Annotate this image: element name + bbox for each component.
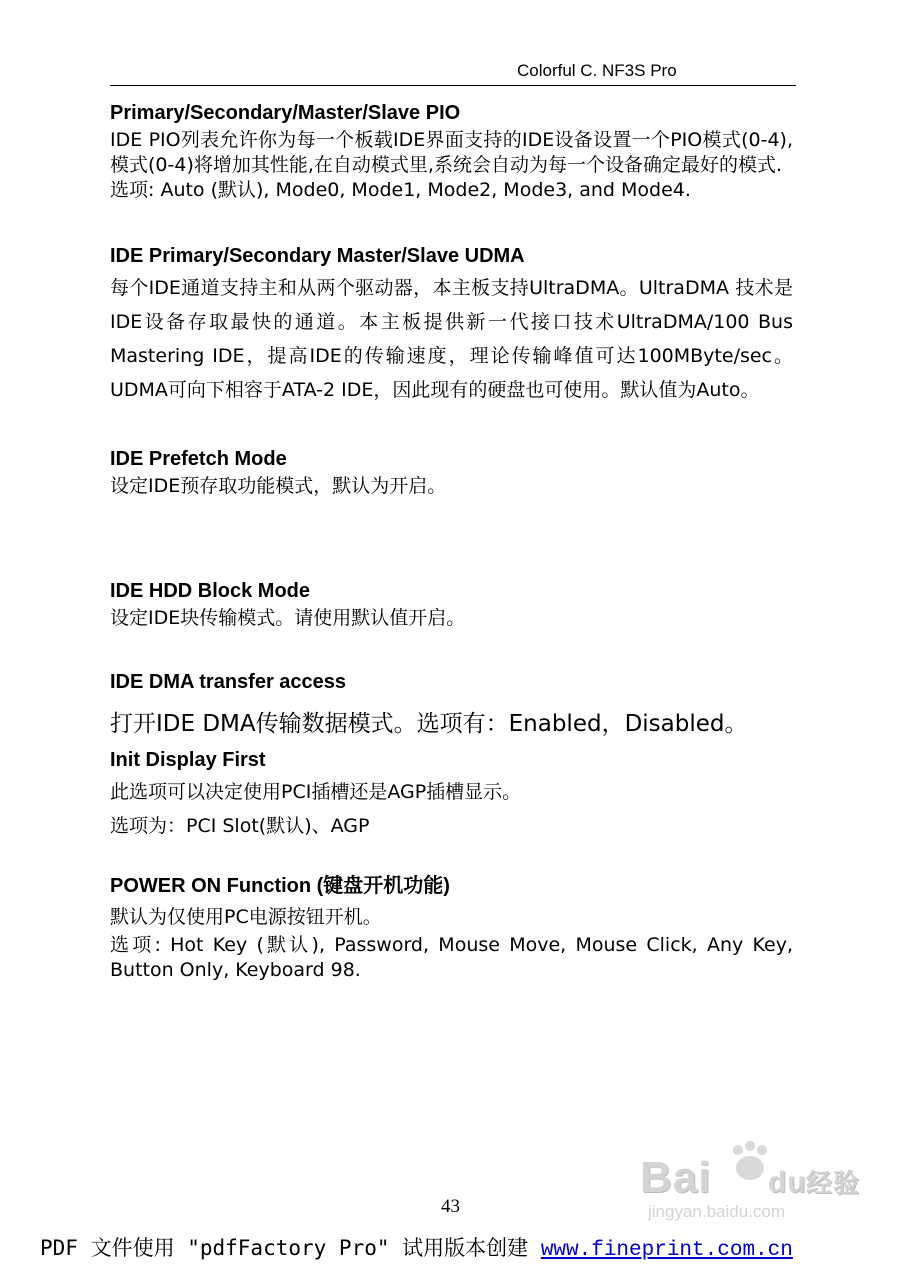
footer-text: PDF 文件使用 "pdfFactory Pro" 试用版本创建 bbox=[40, 1236, 529, 1260]
section-prefetch bbox=[110, 446, 793, 499]
paragraph: 默认为仅使用PC电源按钮开机。 bbox=[110, 906, 382, 928]
paragraph: 此选项可以决定使用PCI插槽还是AGP插槽显示。 bbox=[110, 781, 522, 803]
baidu-watermark bbox=[640, 1140, 861, 1235]
section-title: IDE Primary/Secondary Master/Slave UDMA bbox=[110, 245, 525, 267]
pdf-footer bbox=[40, 1232, 793, 1262]
section-title: POWER ON Function (键盘开机功能) bbox=[110, 875, 450, 897]
paragraph: 设定IDE预存取功能模式，默认为开启。 bbox=[110, 475, 447, 497]
section-init-display bbox=[110, 747, 793, 843]
page-number: 43 bbox=[441, 1196, 460, 1217]
section-title: IDE Prefetch Mode bbox=[110, 448, 287, 470]
section-udma bbox=[110, 243, 793, 407]
section-title: IDE HDD Block Mode bbox=[110, 580, 311, 602]
options-line: 选项: Auto (默认), Mode0, Mode1, Mode2, Mode3, and Mode4. bbox=[110, 179, 691, 201]
watermark-site: jingyan.baidu.com bbox=[648, 1202, 786, 1221]
section-dma-transfer bbox=[110, 669, 793, 741]
options-line: 选项: Hot Key (默认), Password, Mouse Move, Mouse Click, Any Key, Button Only, Keyboard 98. bbox=[110, 934, 793, 981]
paragraph: 打开IDE DMA传输数据模式。选项有：Enabled，Disabled。 bbox=[110, 711, 748, 737]
section-title: Primary/Secondary/Master/Slave PIO bbox=[110, 102, 461, 124]
paragraph: 设定IDE块传输模式。请使用默认值开启。 bbox=[110, 607, 466, 629]
header-rule bbox=[110, 85, 796, 86]
paragraph: IDE PIO列表允许你为每一个板载IDE界面支持的IDE设备设置一个PIO模式(0-4),模式(0-4)将增加其性能,在自动模式里,系统会自动为每一个设备确定最好的模式. bbox=[110, 129, 793, 176]
svg-text:经验: 经验 bbox=[806, 1169, 861, 1199]
running-header: Colorful C. NF3S Pro bbox=[517, 61, 677, 80]
section-title: IDE DMA transfer access bbox=[110, 671, 347, 693]
footer-link[interactable]: www.fineprint.com.cn bbox=[540, 1239, 793, 1262]
document-body bbox=[110, 100, 793, 983]
paragraph: 每个IDE通道支持主和从两个驱动器，本主板支持UltraDMA。UltraDMA 技术是IDE设备存取最快的通道。本主板提供新一代接口技术UltraDMA/100 Bus Mastering IDE，提高IDE的传输速度，理论传输峰值可达100MByte/sec。UDMA可向下相容于ATA-2 IDE，因此现有的硬盘也可使用。默认值为Auto。 bbox=[110, 277, 793, 401]
svg-text:du: du bbox=[768, 1166, 807, 1199]
section-pio bbox=[110, 100, 793, 203]
svg-text:Bai: Bai bbox=[640, 1153, 712, 1202]
options-line: 选项为：PCI Slot(默认)、AGP bbox=[110, 815, 370, 837]
section-power-on bbox=[110, 873, 793, 983]
section-title: Init Display First bbox=[110, 749, 266, 771]
section-hdd-block bbox=[110, 578, 793, 631]
